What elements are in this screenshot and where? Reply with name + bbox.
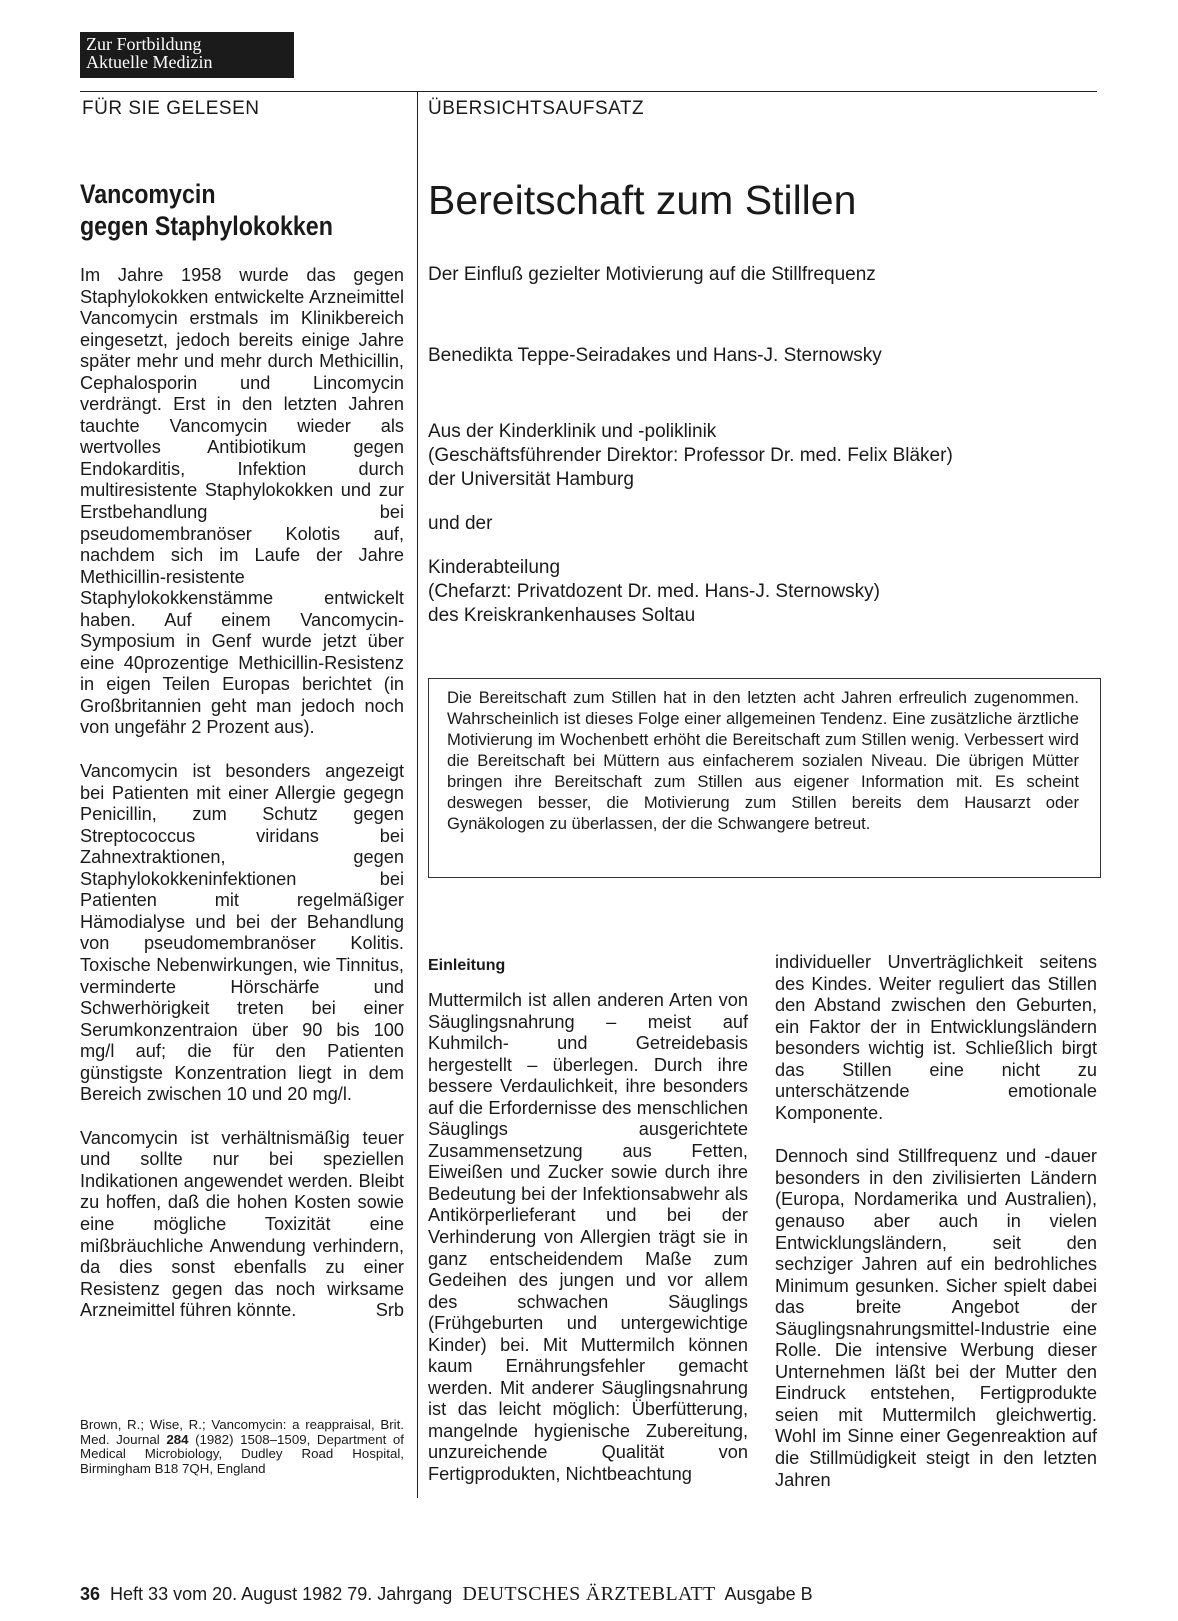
header-rule bbox=[80, 91, 1097, 92]
affiliation-line: Kinderabteilung bbox=[428, 557, 561, 578]
left-article-paragraph-text: Vancomycin ist verhältnismäßig teuer und sollte nur bei speziellen Indikationen angewendet werden. Bleibt zu hoffen, daß die hohen Kosten sowie eine mögliche Toxizität eine mißbräuchliche Anwendung verhindern, da dies sonst ebenfalls zu einer Resistenz gegen das noch wirksame Arzneimittel führen könnte. bbox=[80, 1127, 404, 1321]
reference-volume: 284 bbox=[166, 1431, 189, 1447]
left-article-reference bbox=[80, 1418, 404, 1476]
column-divider bbox=[417, 91, 418, 1498]
left-article-title bbox=[80, 178, 333, 242]
abstract-box bbox=[428, 678, 1101, 878]
affiliation-2 bbox=[428, 556, 953, 628]
affiliation-line: der Universität Hamburg bbox=[428, 469, 634, 490]
left-article-paragraph-last bbox=[80, 1128, 404, 1322]
main-article-authors: Benedikta Teppe-Seiradakes und Hans-J. Sternowsky bbox=[428, 345, 882, 366]
main-article-paragraph: Dennoch sind Stillfrequenz und -dauer besonders in den zivilisierten Ländern (Europa, Nordamerika und Australien), genauso aber auch in vielen Entwicklungsländern, seit den sechziger Jahren auf ein bedrohliches Minimum gesunken. Sicher spielt dabei das breite Angebot der Säuglingsnahrungsmittel-Industrie eine Rolle. Die intensive Werbung dieser Unternehmen läßt bei der Mutter den Eindruck entstehen, Fertigprodukte seien mit Muttermilch gleichwertig. Wohl im Sinne einer Gegenreaktion auf die Stillmüdigkeit steigt in den letzten Jahren bbox=[775, 1146, 1097, 1490]
main-article-paragraph: Muttermilch ist allen anderen Arten von Säuglingsnahrung – meist auf Kuhmilch- und Getreidebasis hergestellt – überlegen. Durch ihre bessere Verdaulichkeit, ihre besonders auf die Erfordernisse des menschlichen Säuglings ausgerichtete Zusammensetzung aus Fetten, Eiweißen und Zucker sowie durch ihre Bedeutung bei der Infektionsabwehr als Antikörperlieferant und bei der Verhinderung von Allergien trägt sie in ganz entscheidendem Maße zum Gedeihen des jungen und vor allem des schwachen Säuglings (Frühgeburten und untergewichtige Kinder) bei. Mit Muttermilch können kaum Ernährungsfehler gemacht werden. Mit anderer Säuglingsnahrung ist das leicht möglich: Überfütterung, mangelnde hygienische Zubereitung, unzureichende Qualität von Fertigprodukten, Nichtbeachtung bbox=[428, 990, 748, 1485]
issue-info: Heft 33 vom 20. August 1982 79. Jahrgang bbox=[110, 1584, 453, 1604]
author-signature: Srb bbox=[375, 1300, 404, 1321]
left-article-title-line1: Vancomycin bbox=[80, 179, 216, 209]
section-label-right: ÜBERSICHTSAUFSATZ bbox=[428, 98, 645, 119]
section-heading-einleitung: Einleitung bbox=[428, 957, 506, 974]
page-number: 36 bbox=[80, 1584, 101, 1604]
abstract-text: Die Bereitschaft zum Stillen hat in den letzten acht Jahren erfreulich zugenommen. Wahrscheinlich ist dieses Folge einer allgemeinen Tendenz. Eine zusätzliche ärztliche Motivierung im Wochenbett erhöht die Bereitschaft zum Stillen wenig. Verbessert wird die Bereitschaft bei Müttern aus einfacherem sozialen Niveau. Die übrigen Mütter bringen ihre Bereitschaft zum Stillen aus eigener Information mit. Es scheint deswegen besser, die Motivierung zum Stillen bereits dem Hausarzt oder Gynäkologen zu überlassen, der die Schwangere betreut. bbox=[447, 688, 1079, 833]
journal-name: DEUTSCHES ÄRZTEBLATT bbox=[462, 1583, 716, 1605]
affiliation-line: (Chefarzt: Privatdozent Dr. med. Hans-J. Sternowsky) bbox=[428, 581, 880, 602]
main-article-column-1 bbox=[428, 990, 748, 1486]
department-label-line2: Aktuelle Medizin bbox=[86, 52, 213, 72]
department-label-line1: Zur Fortbildung bbox=[86, 34, 202, 54]
department-label bbox=[80, 32, 294, 78]
edition-label: Ausgabe B bbox=[724, 1584, 813, 1604]
affiliation-line: (Geschäftsführender Direktor: Professor Dr. med. Felix Bläker) bbox=[428, 445, 953, 466]
main-article-paragraph: individueller Unverträglichkeit seitens des Kindes. Weiter reguliert das Stillen den Abstand zwischen den Geburten, ein Faktor der in Entwicklungsländern besonders wichtig ist. Schließlich birgt das Stillen eine nicht zu unterschätzende emotionale Komponente. bbox=[775, 952, 1097, 1123]
main-article-column-2 bbox=[775, 952, 1097, 1491]
affiliation-line: des Kreiskrankenhauses Soltau bbox=[428, 605, 696, 626]
left-article-body bbox=[80, 265, 404, 1322]
section-label-left: FÜR SIE GELESEN bbox=[82, 98, 260, 119]
main-article-affiliations bbox=[428, 420, 953, 628]
main-article-subtitle: Der Einfluß gezielter Motivierung auf die Stillfrequenz bbox=[428, 264, 876, 285]
affiliation-connector: und der bbox=[428, 513, 493, 534]
affiliation-1 bbox=[428, 420, 953, 492]
page-footer bbox=[80, 1583, 813, 1606]
reference-text: Brown, R.; Wise, R.; Vancomycin: a reappraisal, Brit. Med. Journal bbox=[80, 1417, 404, 1447]
affiliation-line: Aus der Kinderklinik und -poliklinik bbox=[428, 421, 717, 442]
main-article-title: Bereitschaft zum Stillen bbox=[428, 177, 857, 223]
left-article-paragraph: Im Jahre 1958 wurde das gegen Staphylokokken entwickelte Arzneimittel Vancomycin erstmals im Klinikbereich eingesetzt, jedoch bereits einige Jahre später mehr und mehr durch Methicillin, Cephalosporin und Lincomycin verdrängt. Erst in den letzten Jahren tauchte Vancomycin wieder als wertvolles Antibiotikum gegen Endokarditis, Infektion durch multiresistente Staphylokokken und zur Erstbehandlung bei pseudomembranöser Kolotis auf, nachdem sich im Laufe der Jahre Methicillin-resistente Staphylokokkenstämme entwickelt haben. Auf einem Vancomycin-Symposium in Genf wurde jetzt über eine 40prozentige Methicillin-Resistenz in eigen Teilen Europas berichtet (in Großbritannien geht man jedoch noch von ungefähr 2 Prozent aus). bbox=[80, 265, 404, 738]
left-article-paragraph: Vancomycin ist besonders angezeigt bei Patienten mit einer Allergie gegegn Penicillin, zum Schutz gegen Streptococcus viridans bei Zahnextraktionen, gegen Staphylokokkeninfektionen bei Patienten mit regelmäßiger Hämodialyse und bei der Behandlung von pseudomembranöser Kolitis. Toxische Nebenwirkungen, wie Tinnitus, verminderte Hörschärfe und Schwerhörigkeit treten bei einer Serumkonzentraion über 90 bis 100 mg/l auf; die für den Patienten günstigste Konzentration liegt in dem Bereich zwischen 10 und 20 mg/l. bbox=[80, 761, 404, 1105]
reference-details: (1982) 1508–1509, Department of Medical Microbiology, Dudley Road Hospital, Birmingham B18 7QH, England bbox=[80, 1431, 405, 1476]
left-article-title-line2: gegen Staphylokokken bbox=[80, 211, 333, 241]
